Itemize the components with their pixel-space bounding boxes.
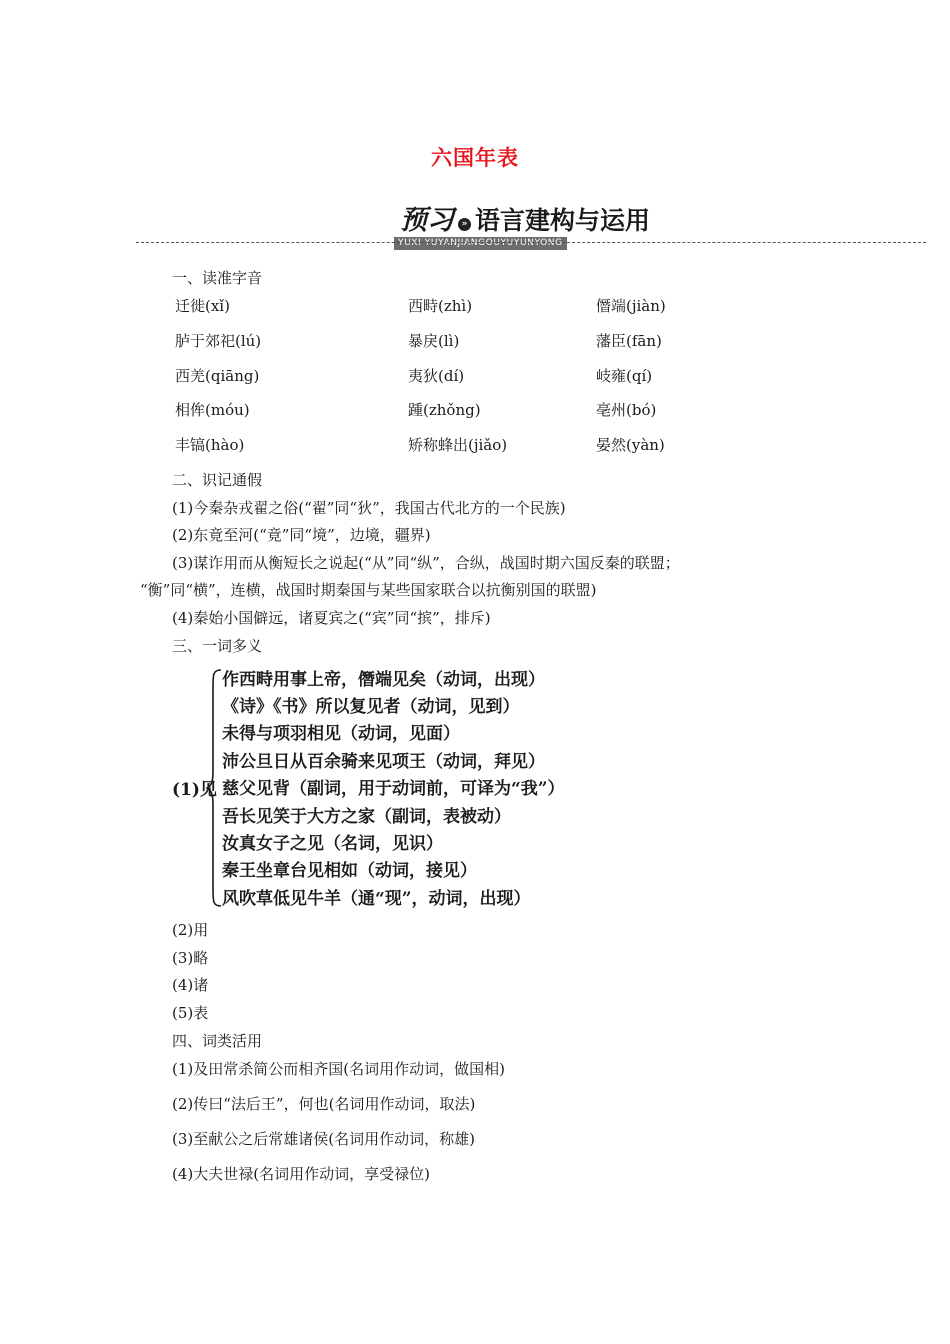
polysemy-item: 《诗》《书》所以复见者（动词，见到）: [222, 697, 520, 717]
banner-main: [400, 206, 650, 236]
dashed-divider: [136, 242, 926, 243]
pron-item: 相侔(móu): [175, 401, 250, 419]
pron-item: 僭端(jiàn): [596, 297, 666, 315]
pron-item: 暴戾(lì): [408, 332, 460, 350]
polysemy-item: 慈父见背（副词，用于动词前，可译为“我”）: [222, 779, 565, 799]
polysemy-item: 作西畤用事上帝，僭端见矣（动词，出现）: [222, 670, 545, 690]
polysemy-label: (1)见: [172, 780, 217, 800]
section-heading-pronunciation: 一、读准字音: [172, 269, 263, 287]
banner-subtitle: YUXI YUYANJIANGOUYUYUNYONG: [394, 237, 567, 250]
word-class-item: (2)传曰“法后王”，何也(名词用作动词，取法): [172, 1095, 476, 1113]
polysemy-item: 汝真女子之见（名词，见识）: [222, 834, 443, 854]
pron-item: 岐雍(qí): [596, 367, 653, 385]
section-heading-word-class: 四、词类活用: [172, 1032, 263, 1050]
pron-item: 矫称蜂出(jiǎo): [408, 436, 508, 454]
tongjia-item: (3)谋诈用而从衡短长之说起(“从”同“纵”，合纵，战国时期六国反秦的联盟；: [172, 554, 680, 572]
polysemy-word: (2)用: [172, 921, 209, 939]
pron-item: 西羌(qiāng): [175, 367, 260, 385]
word-class-item: (1)及田常杀简公而相齐国(名词用作动词，做国相): [172, 1060, 505, 1078]
polysemy-item: 秦王坐章台见相如（动词，接见）: [222, 861, 477, 881]
polysemy-item: 未得与项羽相见（动词，见面）: [222, 724, 460, 744]
tongjia-item-continued: “衡”同“横”，连横，战国时期秦国与某些国家联合以抗衡别国的联盟): [140, 581, 597, 599]
tongjia-item: (4)秦始小国僻远，诸夏宾之(“宾”同“摈”，排斥): [172, 609, 491, 627]
pron-item: 胪于郊祀(lú): [175, 332, 262, 350]
pron-item: 丰镐(hào): [175, 436, 245, 454]
pron-item: 藩臣(fān): [596, 332, 662, 350]
chevron-right-icon: »: [458, 218, 471, 231]
polysemy-word: (3)略: [172, 949, 209, 967]
page-title: 六国年表: [431, 146, 519, 170]
polysemy-item: 沛公旦日从百余骑来见项王（动词，拜见）: [222, 752, 545, 772]
section-heading-polysemy: 三、一词多义: [172, 637, 263, 655]
banner-prefix: 预习: [400, 205, 454, 236]
polysemy-item: 吾长见笑于大方之家（副词，表被动）: [222, 807, 511, 827]
pron-item: 西畤(zhì): [408, 297, 473, 315]
section-heading-tongjia: 二、识记通假: [172, 471, 263, 489]
pron-item: 亳州(bó): [596, 401, 657, 419]
pron-item: 晏然(yàn): [596, 436, 665, 454]
pron-item: 踵(zhǒng): [408, 401, 481, 419]
word-class-item: (3)至献公之后常雄诸侯(名词用作动词，称雄): [172, 1130, 475, 1148]
polysemy-word: (4)诸: [172, 976, 209, 994]
tongjia-item: (2)东竟至河(“竟”同“境”，边境，疆界): [172, 526, 431, 544]
word-class-item: (4)大夫世禄(名词用作动词，享受禄位): [172, 1165, 430, 1183]
section-banner: [400, 206, 670, 250]
tongjia-item: (1)今秦杂戎翟之俗(“翟”同“狄”，我国古代北方的一个民族): [172, 499, 566, 517]
polysemy-word: (5)表: [172, 1004, 209, 1022]
pron-item: 夷狄(dí): [408, 367, 465, 385]
pron-item: 迁徙(xǐ): [175, 297, 230, 315]
polysemy-item: 风吹草低见牛羊（通“现”，动词，出现）: [222, 889, 531, 909]
banner-title: 语言建构与运用: [475, 206, 651, 235]
